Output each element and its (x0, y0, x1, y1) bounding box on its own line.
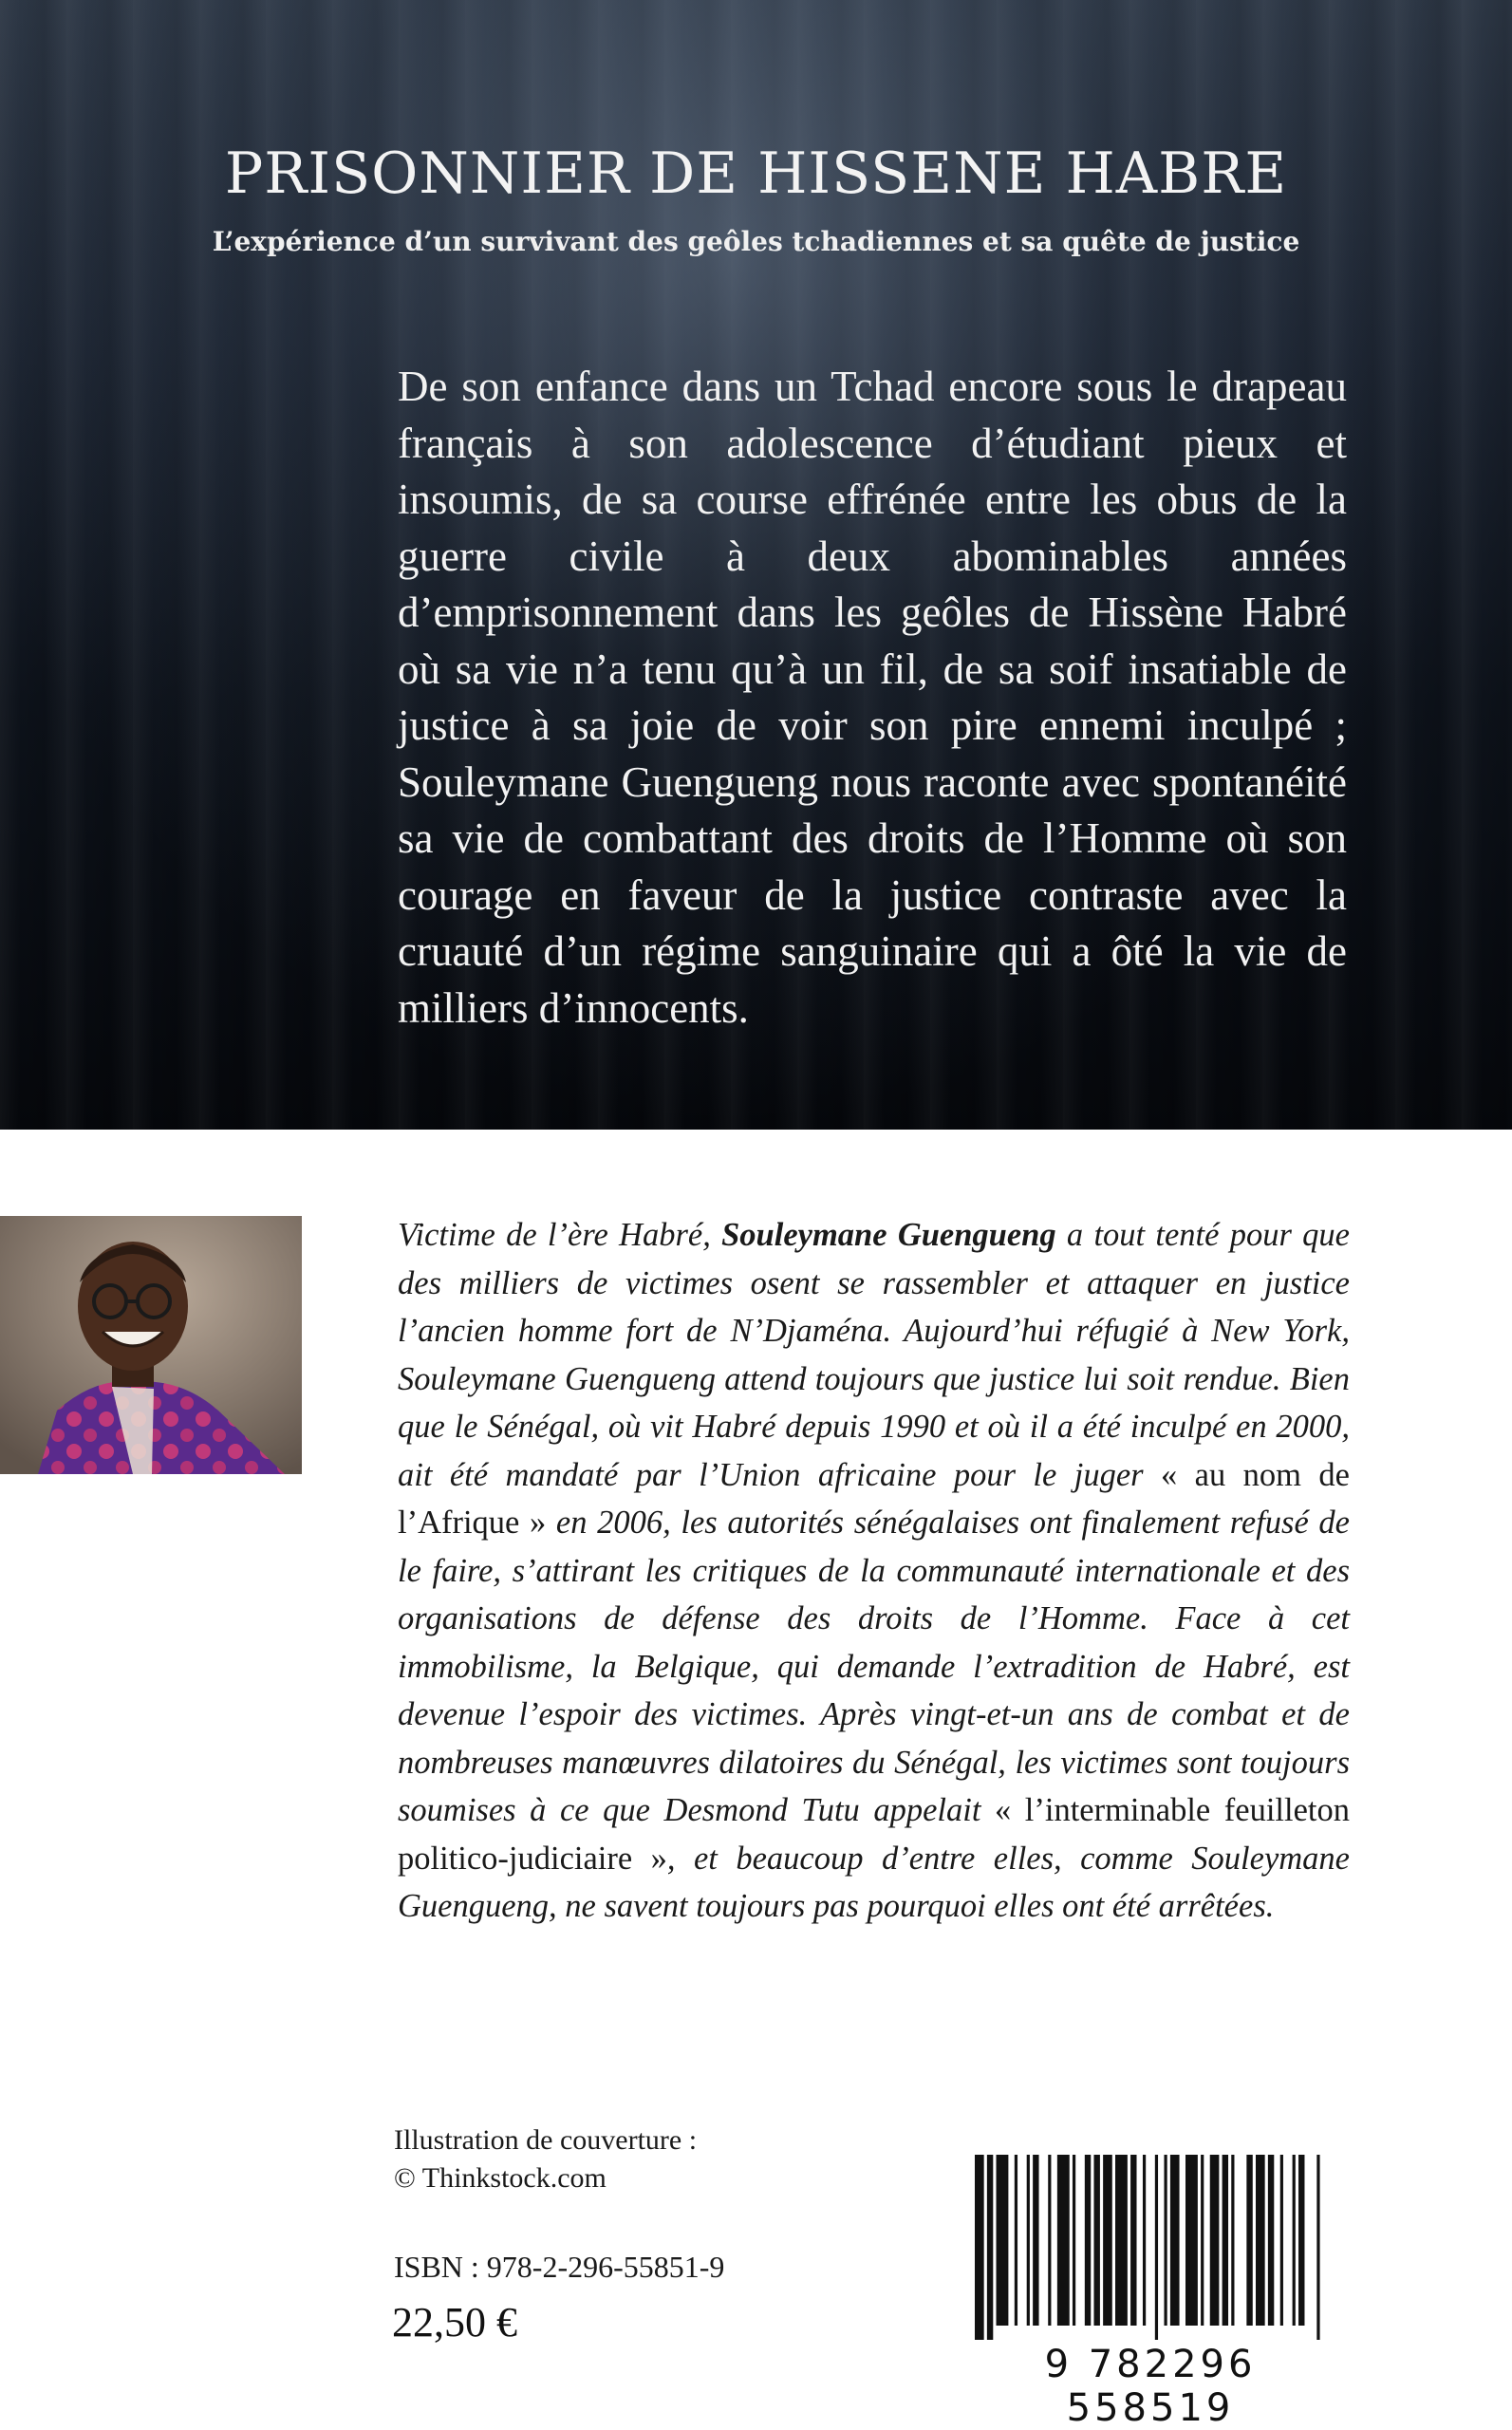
barcode-digits: 9 782296 558519 (1044, 2343, 1257, 2430)
illustration-label: Illustration de couverture : (394, 2124, 698, 2156)
price: 22,50 € (392, 2299, 517, 2346)
barcode-icon (975, 2155, 1326, 2340)
bio-text-1: a tout tenté pour que des milliers de victimes osent se rassembler et attaquer en justice l’ancien homme fort de N’Djaména. Aujourd’hui réfugié à New York, Souleymane Guengueng attend toujours que justice lui soit rendue. Bien que le Sénégal, où vit Habré depuis 1990 et où il a été inculpé en 2000, ait été mandaté par l’Union africaine pour le juger (398, 1217, 1350, 1493)
illustration-source: © Thinkstock.com (394, 2162, 607, 2194)
book-blurb: De son enfance dans un Tchad encore sous le drapeau français à son adolescence d’étudiant pieux et insoumis, de sa course effrénée entre les obus de la guerre civile à deux abominables années d’emprisonnement dans les geôles de Hissène Habré où sa vie n’a tenu qu’à un fil, de sa soif insatiable de justice à sa joie de voir son pire ennemi inculpé ; Souleymane Guengueng nous raconte avec spontanéité sa vie de combattant des droits de l’Homme où son courage en faveur de la justice contraste avec la cruauté d’un régime sanguinaire qui a ôté la vie de milliers d’innocents. (398, 363, 1347, 1032)
book-subtitle: L’expérience d’un survivant des geôles tchadiennes et sa quête de justice (212, 226, 1300, 257)
book-title: PRISONNIER DE HISSENE HABRE (224, 140, 1288, 207)
cover-dark-panel (0, 0, 1512, 1130)
author-name: Souleymane Guengueng (721, 1217, 1056, 1253)
bio-text-3: , et beaucoup d’entre elles, comme Souleymane Guengueng, ne savent toujours pas pourquoi elles ont été arrêtées. (398, 1840, 1350, 1924)
bio-intro: Victime de l’ère Habré, (398, 1217, 722, 1253)
isbn: ISBN : 978-2-296-55851-9 (394, 2250, 725, 2284)
illustration-credit (394, 2122, 697, 2197)
bio-quote-2: « l’interminable feuilleton politico-judiciaire » (398, 1792, 1350, 1877)
author-photo (0, 1216, 302, 1474)
bio-quote-1: « au nom de l’Afrique » (398, 1456, 1350, 1541)
bio-text-2: en 2006, les autorités sénégalaises ont finalement refusé de le faire, s’attirant les critiques de la communauté internationale et des organisations de défense des droits de l’Homme. Face à cet immobilisme, la Belgique, qui demande l’extradition de Habré, est devenue l’espoir des victimes. Après vingt-et-un ans de combat et de nombreuses manœuvres dilatoires du Sénégal, les victimes sont toujours soumises à ce que Desmond Tutu appelait (398, 1505, 1350, 1828)
author-bio (398, 1211, 1350, 1931)
